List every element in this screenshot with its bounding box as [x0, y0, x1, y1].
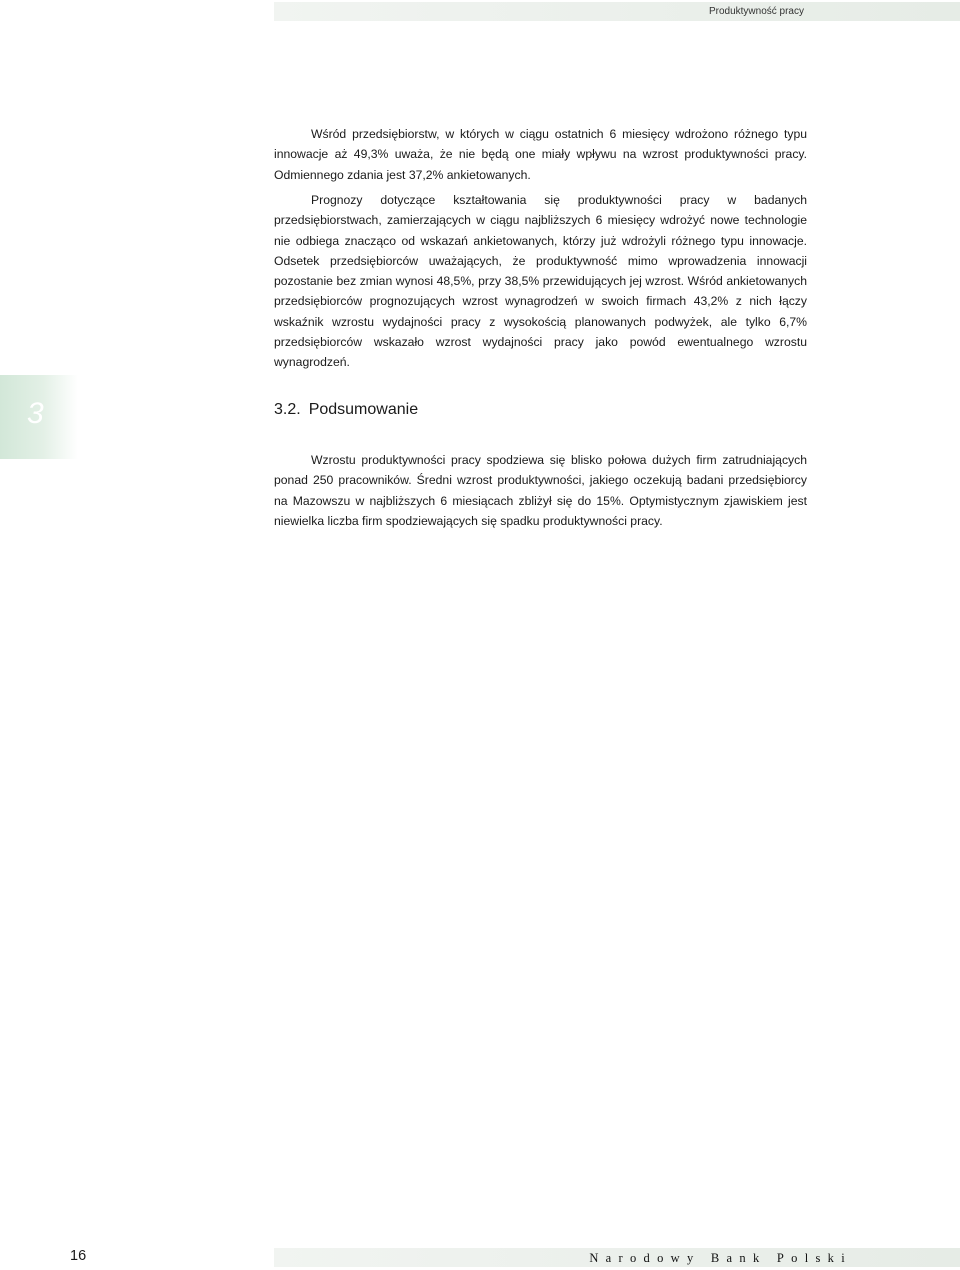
- publisher-name: Narodowy Bank Polski: [589, 1251, 852, 1265]
- section-heading: [274, 401, 418, 419]
- page-number: 16: [70, 1248, 87, 1264]
- running-header-bar: [274, 2, 960, 21]
- body-paragraph: Wśród przedsiębiorstw, w których w ciągu ostatnich 6 miesięcy wdrożono różnego typu innowacje aż 49,3% uważa, że nie będą one miały wpływu na wzrost produktywności pracy. Odmiennego zdania jest 37,2% ankietowanych.: [274, 127, 807, 182]
- body-paragraph-block: [274, 124, 807, 185]
- chapter-number: 3: [27, 397, 44, 430]
- section-title: Podsumowanie: [308, 401, 419, 418]
- body-paragraph-block: [274, 190, 807, 373]
- section-number: 3.2.: [274, 401, 301, 418]
- body-paragraph: Prognozy dotyczące kształtowania się produktywności pracy w badanych przedsiębiorstwach, zamierzających w ciągu najbliższych 6 miesięcy wdrożyć nowe technologie nie odbiega znacząco od wskazań ankietowanych, którzy już wdrożyli różnego typu innowacje. Odsetek przedsiębiorców uważających, że produktywność mimo wprowadzenia innowacji pozostanie bez zmian wynosi 48,5%, przy 38,5% przewidujących jej wzrost. Wśród ankietowanych przedsiębiorców prognozujących wzrost wynagrodzeń w swoich firmach 43,2% z nich łączy wskaźnik wzrostu wydajności pracy z wysokością planowanych podwyżek, ale tylko 6,7% przedsiębiorców wskazało wzrost wydajności pracy jako powód ewentualnego wzrostu wynagrodzeń.: [274, 193, 807, 370]
- body-paragraph: Wzrostu produktywności pracy spodziewa się blisko połowa dużych firm zatrudniających ponad 250 pracowników. Średni wzrost produktywności, jakiego oczekują badani przedsiębiorcy na Mazowszu w najbliższych 6 miesiącach zbliżył się do 15%. Optymistycznym zjawiskiem jest niewielka liczba firm spodziewających się spadku produktywności pracy.: [274, 453, 807, 528]
- body-paragraph-block: [274, 450, 807, 531]
- running-header-title: Produktywność pracy: [708, 6, 804, 17]
